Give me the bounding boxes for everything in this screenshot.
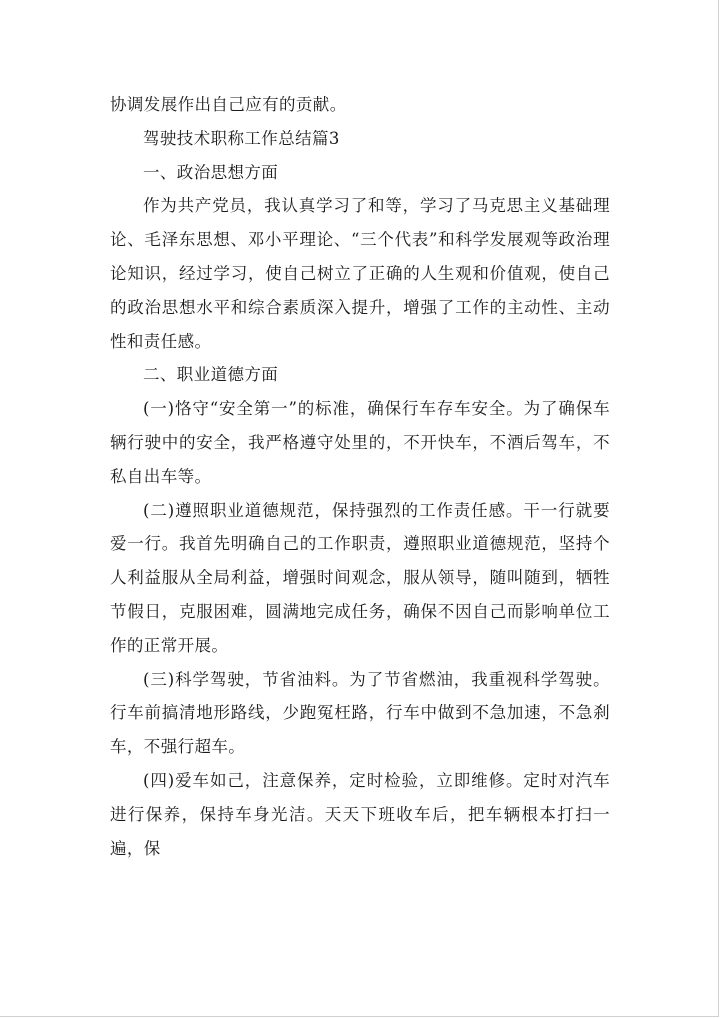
document-body xyxy=(110,88,610,865)
paragraph-vehicle-care: (四)爱车如己，注意保养，定时检验，立即维修。定时对汽车进行保养，保持车身光洁。天天下班收车后，把车辆根本打扫一遍，保 xyxy=(110,770,610,858)
section-title: 驾驶技术职称工作总结篇3 xyxy=(143,128,340,148)
paragraph-work-responsibility: (二)遵照职业道德规范，保持强烈的工作责任感。干一行就要爱一行。我首先明确自己的工作职责，遵照职业道德规范，坚持个人利益服从全局利益，增强时间观念，服从领导，随叫随到，牺牲节假日，克服困难，圆满地完成任务，确保不因自己而影响单位工作的正常开展。 xyxy=(110,500,610,655)
paragraph-scientific-driving: (三)科学驾驶，节省油料。为了节省燃油，我重视科学驾驶。行车前搞清地形路线，少跑冤枉路，行车中做到不急加速，不急刹车，不强行超车。 xyxy=(110,669,610,757)
heading-professional-ethics: 二、职业道德方面 xyxy=(143,365,279,385)
paragraph-political-study: 作为共产党员，我认真学习了和等，学习了马克思主义基础理论、毛泽东思想、邓小平理论、“三个代表”和科学发展观等政治理论知识，经过学习，使自己树立了正确的人生观和价值观，使自己的政治思想水平和综合素质深入提升，增强了工作的主动性、主动性和责任感。 xyxy=(110,196,610,351)
paragraph-safety-first: (一)恪守“安全第一”的标准，确保行车存车安全。为了确保车辆行驶中的安全，我严格遵守处里的，不开快车，不酒后驾车，不私自出车等。 xyxy=(110,399,610,486)
heading-political-thought: 一、政治思想方面 xyxy=(143,162,279,182)
paragraph-continuation: 协调发展作出自己应有的贡献。 xyxy=(110,95,347,114)
